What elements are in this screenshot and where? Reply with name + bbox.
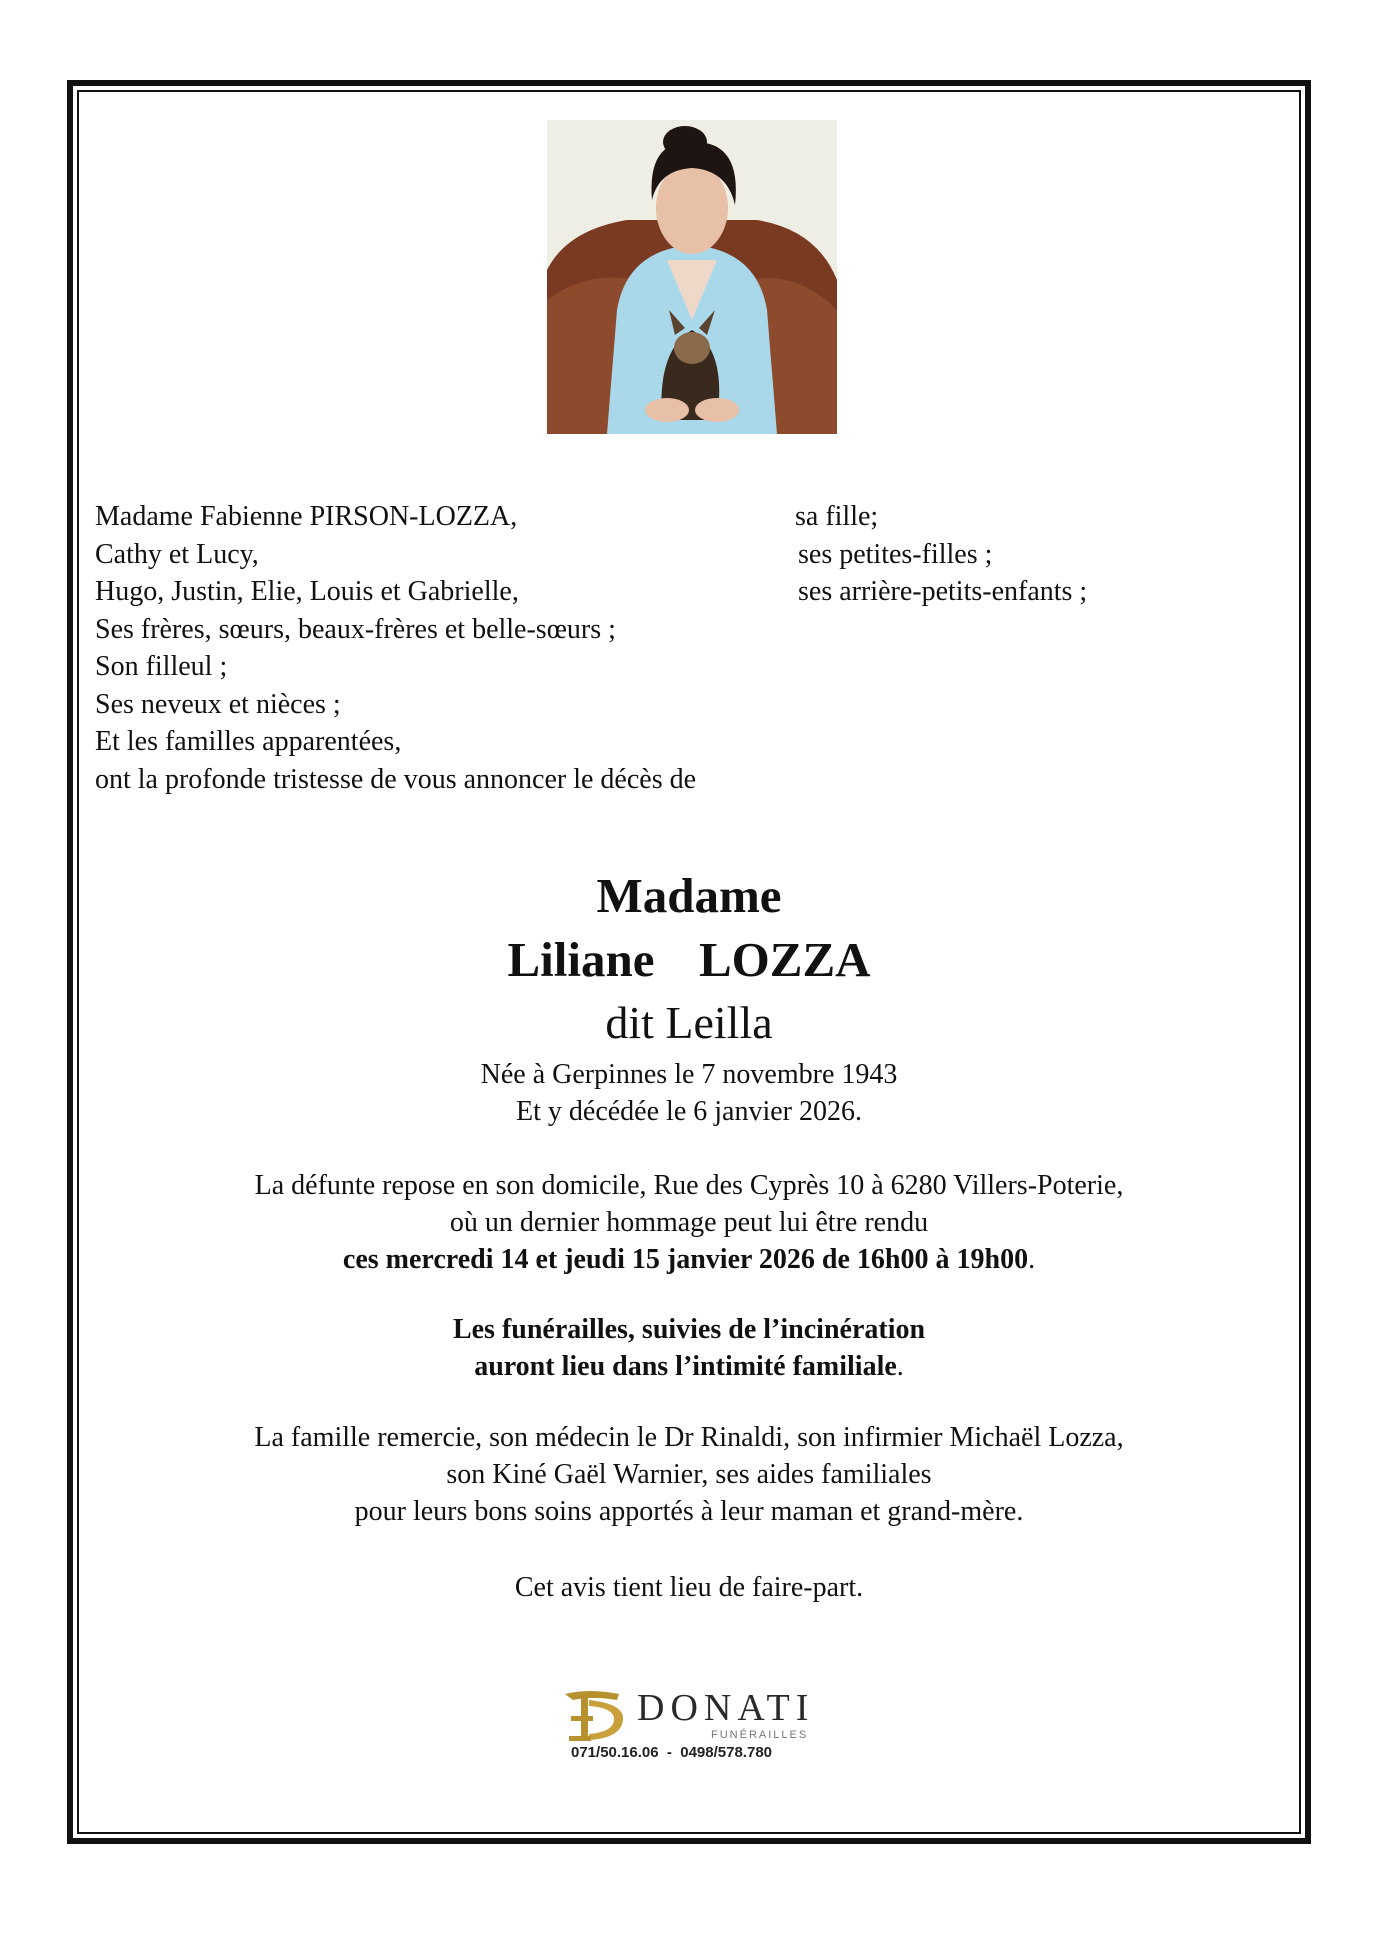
deceased-alias: dit Leilla: [605, 997, 773, 1048]
family-name: Son filleul ;: [95, 651, 228, 682]
thanks-line-1: La famille remercie, son médecin le Dr Rinaldi, son infirmier Michaël Lozza,: [254, 1422, 1124, 1453]
repose-line-1: La défunte repose en son domicile, Rue des Cyprès 10 à 6280 Villers-Poterie,: [254, 1170, 1124, 1201]
repose-line-3: [0, 1241, 1378, 1278]
funerals-line-2: [0, 1348, 1378, 1385]
family-name: Ses neveux et nièces ;: [95, 688, 341, 720]
family-name: Hugo, Justin, Elie, Louis et Gabrielle,: [95, 576, 519, 607]
birth-line: Née à Gerpinnes le 7 novembre 1943: [480, 1059, 898, 1090]
repose-line-2: où un dernier hommage peut lui être rendu: [449, 1207, 929, 1238]
donati-subtitle: FUNÉRAILLES: [711, 1729, 809, 1741]
family-relation: ses petites-filles ;: [798, 538, 993, 570]
repose-line-3-end: .: [1028, 1244, 1036, 1275]
family-name: Madame Fabienne PIRSON-LOZZA,: [95, 501, 518, 532]
donati-logo: [559, 1686, 819, 1764]
family-name: ont la profonde tristesse de vous annoncer le décès de: [95, 763, 697, 795]
deceased-name: Liliane LOZZA: [507, 932, 871, 987]
donati-phones: 071/50.16.06 - 0498/578.780: [571, 1744, 773, 1761]
dates-block: [0, 1056, 1378, 1130]
thanks-line-3: pour leurs bons soins apportés à leur maman et grand-mère.: [354, 1496, 1024, 1527]
death-line: Et y décédée le 6 janvier 2026.: [516, 1096, 862, 1127]
deceased-title: Madame: [596, 868, 782, 923]
family-relation: sa fille;: [795, 501, 879, 532]
family-name: Ses frères, sœurs, beaux-frères et belle-sœurs ;: [95, 613, 616, 645]
funerals-block: [0, 1311, 1378, 1385]
family-name: Et les familles apparentées,: [95, 726, 402, 757]
funerals-line-1: Les funérailles, suivies de l’incinération: [452, 1314, 926, 1345]
thanks-block: [0, 1419, 1378, 1530]
notice-text: Cet avis tient lieu de faire-part.: [514, 1572, 864, 1603]
portrait-photo: [547, 120, 837, 434]
family-relation: ses arrière-petits-enfants ;: [798, 576, 1088, 607]
visitation-dates: ces mercredi 14 et jeudi 15 janvier 2026 de 16h00 à 19h00: [342, 1244, 1029, 1275]
funerals-private: auront lieu dans l’intimité familiale: [474, 1351, 897, 1382]
repose-block: [0, 1167, 1378, 1278]
funerals-line-2-end: .: [896, 1351, 904, 1382]
donati-wordmark: DONATI: [637, 1687, 815, 1729]
thanks-line-2: son Kiné Gaël Warnier, ses aides familiales: [446, 1459, 932, 1490]
donati-monogram-icon: [559, 1688, 631, 1744]
family-name: Cathy et Lucy,: [95, 538, 259, 570]
